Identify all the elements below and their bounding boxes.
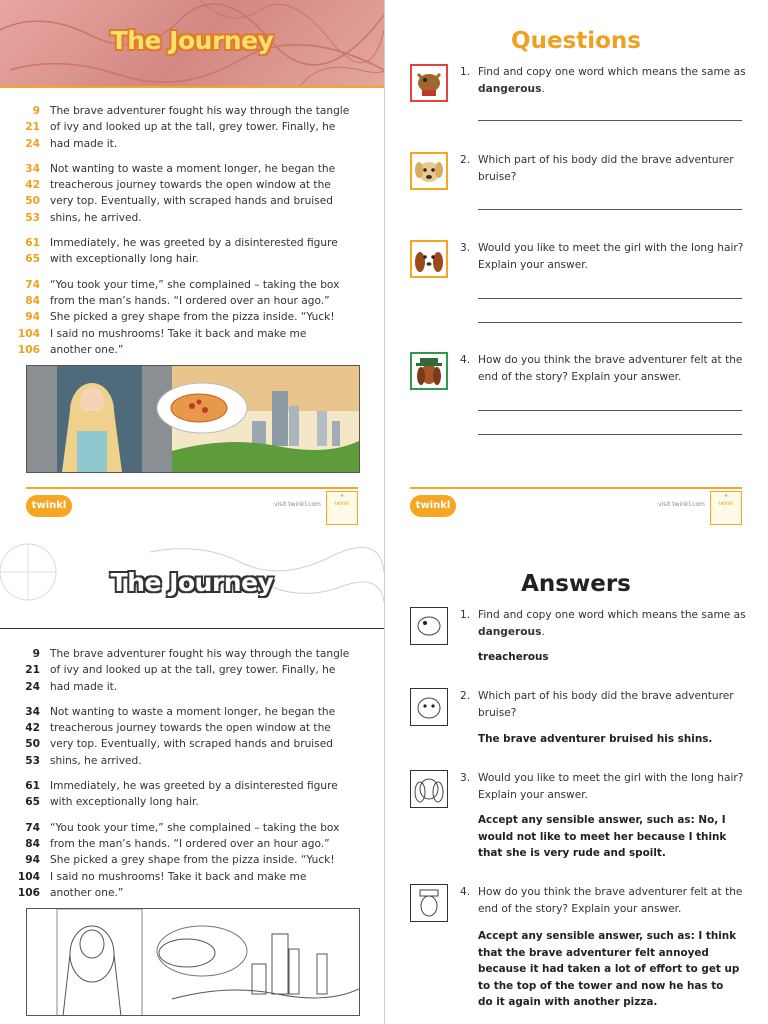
- passage-line-text: Immediately, he was greeted by a disinterested figure: [50, 780, 338, 793]
- passage-paragraph: [0, 235, 384, 268]
- answer-line[interactable]: [478, 120, 742, 121]
- passage-line-text: She picked a grey shape from the pizza inside. “Yuck!: [50, 311, 335, 324]
- question-text: Which part of his body did the brave adventurer bruise?: [478, 690, 734, 719]
- word-count-number: 24: [25, 680, 40, 693]
- passage-line-text: from the man’s hands. “I ordered over an hour ago.”: [50, 837, 330, 850]
- answer-text: Accept any sensible answer, such as: I think that the brave adventurer felt annoyed because it had taken a lot of effort to get up to the top of the tower and now he has to do it again with another pizza.: [478, 930, 740, 1008]
- passage-line-text: The brave adventurer fought his way through the tangle: [50, 105, 350, 117]
- passage-line: [0, 869, 384, 885]
- passage-line-text: another one.”: [50, 343, 124, 356]
- passage-line: [0, 193, 384, 209]
- question-number: 4.: [460, 886, 471, 898]
- story-illustration-color: [26, 365, 360, 473]
- passage-line-text: “You took your time,” she complained – taking the box: [50, 278, 340, 291]
- question-number: 1.: [460, 609, 471, 621]
- word-count-number: 50: [25, 195, 40, 208]
- passage-line: [0, 309, 384, 325]
- word-count-number: 9: [32, 648, 40, 660]
- footer-top-left: [26, 487, 358, 527]
- passage-line-text: another one.”: [50, 886, 124, 899]
- header-underline: [0, 86, 384, 88]
- passage-line: [0, 885, 384, 901]
- passage-paragraph: [0, 778, 384, 811]
- question-text: Would you like to meet the girl with the long hair? Explain your answer.: [478, 772, 744, 801]
- passage-line-text: “You took your time,” she complained – taking the box: [50, 821, 340, 834]
- hound-dog-with-hat-icon: [410, 884, 448, 922]
- visit-link[interactable]: visit twinkl.com: [658, 501, 705, 508]
- question-number: 3.: [460, 772, 471, 784]
- passage-line-text: with exceptionally long hair.: [50, 253, 199, 266]
- passage-line-text: had made it.: [50, 137, 118, 150]
- word-count-number: 42: [25, 179, 40, 192]
- question-number: 1.: [460, 66, 471, 78]
- passage-line: [0, 820, 384, 836]
- passage-paragraph: [0, 277, 384, 358]
- passage-line-text: had made it.: [50, 680, 118, 693]
- passage-line: [0, 119, 384, 135]
- dragon-icon: [410, 607, 448, 645]
- passage-line: [0, 161, 384, 177]
- passage-line: [0, 293, 384, 309]
- word-count-number: 74: [25, 821, 40, 834]
- question-2: [410, 152, 750, 212]
- passage-line: [0, 852, 384, 868]
- passage-line: [0, 326, 384, 342]
- word-count-number: 34: [25, 705, 40, 718]
- footer-top-right: [410, 487, 742, 527]
- passage-line-text: very top. Eventually, with scraped hands and bruised: [50, 738, 334, 751]
- passage-paragraph: [0, 704, 384, 769]
- page-divider-vertical: [384, 0, 385, 1024]
- word-count-number: 50: [25, 738, 40, 751]
- passage-line: [0, 736, 384, 752]
- passage-line-text: with exceptionally long hair.: [50, 796, 199, 809]
- passage-paragraph: [0, 103, 384, 152]
- word-count-number: 9: [32, 105, 40, 117]
- story-illustration-bw: [26, 908, 360, 1016]
- passage-line-text: from the man’s hands. “I ordered over an hour ago.”: [50, 294, 330, 307]
- passage-header-bw: [0, 542, 384, 628]
- question-text: Which part of his body did the brave adventurer bruise?: [478, 154, 734, 183]
- question-text: Find and copy one word which means the same as dangerous.: [478, 66, 746, 95]
- passage-line: [0, 778, 384, 794]
- answer-4: [410, 884, 750, 1014]
- word-count-number: 84: [25, 837, 40, 850]
- hound-dog-with-hat-icon: [410, 352, 448, 390]
- passage-line: [0, 277, 384, 293]
- passage-line: [0, 342, 384, 358]
- passage-line: [0, 136, 384, 152]
- passage-line-text: I said no mushrooms! Take it back and make me: [50, 870, 307, 883]
- answer-2: [410, 688, 750, 748]
- question-text: Would you like to meet the girl with the long hair? Explain your answer.: [478, 242, 744, 271]
- question-number: 3.: [460, 242, 471, 254]
- quality-badge-icon: ★ twinkl: [710, 491, 742, 525]
- word-count-number: 84: [25, 294, 40, 307]
- rapunzel-pizza-city-outline: [27, 909, 359, 1016]
- word-count-number: 74: [25, 278, 40, 291]
- question-1: [410, 64, 750, 124]
- word-count-number: 61: [25, 780, 40, 793]
- quality-badge-icon: ★ twinkl: [326, 491, 358, 525]
- twinkl-logo[interactable]: twinkl: [26, 495, 72, 517]
- answer-text: treacherous: [478, 651, 549, 663]
- answer-line[interactable]: [478, 209, 742, 210]
- question-4: [410, 352, 750, 442]
- word-count-number: 104: [17, 870, 40, 883]
- footer-bar: [410, 487, 742, 489]
- dragon-icon: [410, 64, 448, 102]
- passage-title: The Journey: [110, 568, 274, 597]
- passage-line: [0, 720, 384, 736]
- word-count-number: 104: [17, 327, 40, 340]
- question-number: 2.: [460, 690, 471, 702]
- passage-line-text: Not wanting to waste a moment longer, he began the: [50, 705, 336, 718]
- spaniel-dog-icon: [410, 240, 448, 278]
- answer-text: The brave adventurer bruised his shins.: [478, 733, 713, 745]
- passage-line: [0, 103, 384, 119]
- word-count-number: 21: [25, 121, 40, 134]
- answers-title: Answers: [521, 571, 631, 597]
- passage-paragraph: [0, 820, 384, 901]
- word-count-number: 65: [25, 796, 40, 809]
- question-text: How do you think the brave adventurer felt at the end of the story? Explain your answer.: [478, 886, 743, 915]
- word-count-number: 42: [25, 722, 40, 735]
- word-count-number: 94: [25, 854, 40, 867]
- passage-paragraph: [0, 646, 384, 695]
- passage-line-text: of ivy and looked up at the tall, grey tower. Finally, he: [50, 121, 336, 134]
- passage-line: [0, 836, 384, 852]
- passage-title: The Journey: [110, 26, 274, 55]
- passage-line: [0, 679, 384, 695]
- word-count-number: 34: [25, 162, 40, 175]
- answer-text: Accept any sensible answer, such as: No, I would not like to meet her because I think that she is very rude and spoilt.: [478, 814, 727, 859]
- word-count-number: 24: [25, 137, 40, 150]
- passage-line: [0, 210, 384, 226]
- passage-line-text: shins, he arrived.: [50, 211, 142, 224]
- word-count-number: 53: [25, 754, 40, 767]
- passage-line: [0, 251, 384, 267]
- passage-text-color: [0, 103, 384, 367]
- question-number: 4.: [460, 354, 471, 366]
- question-text: Find and copy one word which means the same as dangerous.: [478, 609, 746, 638]
- passage-line: [0, 794, 384, 810]
- question-3: [410, 240, 750, 330]
- visit-link[interactable]: visit twinkl.com: [274, 501, 321, 508]
- word-count-number: 106: [17, 886, 40, 899]
- passage-line-text: of ivy and looked up at the tall, grey tower. Finally, he: [50, 664, 336, 677]
- footer-bar: [26, 487, 358, 489]
- passage-line-text: treacherous journey towards the open window at the: [50, 722, 331, 735]
- golden-dog-icon: [410, 152, 448, 190]
- answer-line[interactable]: [478, 434, 742, 435]
- word-count-number: 53: [25, 211, 40, 224]
- passage-line-text: Not wanting to waste a moment longer, he began the: [50, 162, 336, 175]
- twinkl-logo[interactable]: twinkl: [410, 495, 456, 517]
- passage-text-bw: [0, 646, 384, 910]
- rapunzel-pizza-city-image: [27, 366, 359, 472]
- golden-dog-icon: [410, 688, 448, 726]
- header-underline: [0, 628, 384, 629]
- answer-line[interactable]: [478, 410, 742, 411]
- passage-line-text: Immediately, he was greeted by a disinterested figure: [50, 237, 338, 250]
- word-count-number: 21: [25, 664, 40, 677]
- passage-line: [0, 704, 384, 720]
- passage-line: [0, 662, 384, 678]
- passage-line-text: She picked a grey shape from the pizza inside. “Yuck!: [50, 854, 335, 867]
- spaniel-dog-icon: [410, 770, 448, 808]
- passage-line-text: I said no mushrooms! Take it back and make me: [50, 327, 307, 340]
- passage-line-text: shins, he arrived.: [50, 754, 142, 767]
- passage-line-text: The brave adventurer fought his way through the tangle: [50, 648, 350, 660]
- passage-paragraph: [0, 161, 384, 226]
- word-count-number: 94: [25, 311, 40, 324]
- passage-line: [0, 646, 384, 662]
- answer-3: [410, 770, 750, 870]
- answer-line[interactable]: [478, 298, 742, 299]
- passage-header-color: [0, 0, 384, 86]
- passage-line: [0, 235, 384, 251]
- word-count-number: 61: [25, 237, 40, 250]
- word-count-number: 106: [17, 343, 40, 356]
- question-number: 2.: [460, 154, 471, 166]
- passage-line: [0, 177, 384, 193]
- questions-title: Questions: [511, 28, 641, 54]
- passage-line-text: very top. Eventually, with scraped hands and bruised: [50, 195, 334, 208]
- passage-line-text: treacherous journey towards the open window at the: [50, 179, 331, 192]
- passage-line: [0, 753, 384, 769]
- word-count-number: 65: [25, 253, 40, 266]
- answer-line[interactable]: [478, 322, 742, 323]
- answer-1: [410, 607, 750, 667]
- question-text: How do you think the brave adventurer felt at the end of the story? Explain your answer.: [478, 354, 743, 383]
